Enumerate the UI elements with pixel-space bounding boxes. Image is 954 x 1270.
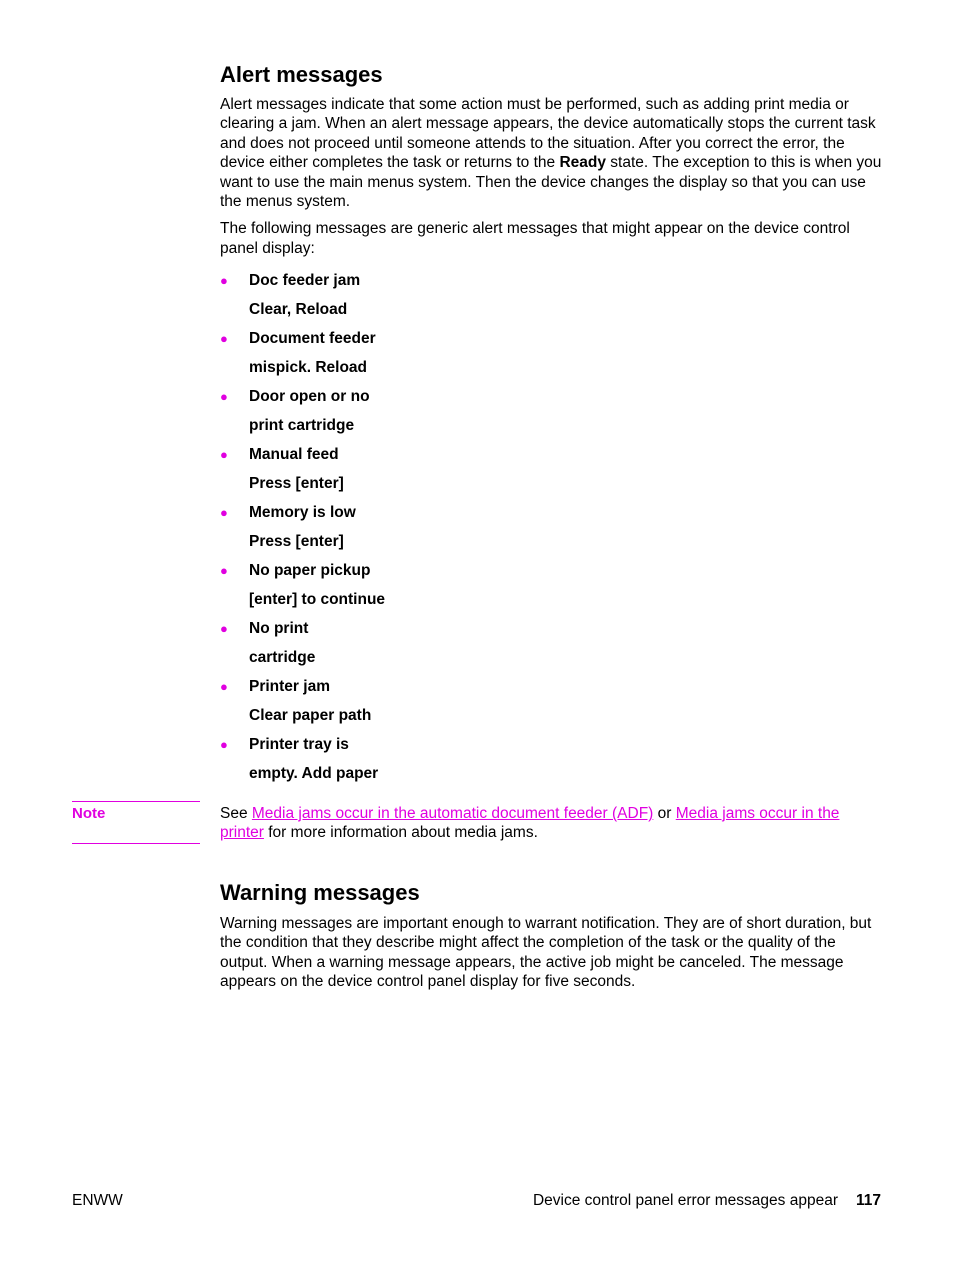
bullet-icon: ● — [220, 679, 228, 695]
list-item — [220, 730, 885, 788]
alert-intro-text-2: state. The exception to this is when you want to use the main menus system. Then the device changes the display so that you can use the menus system. — [220, 154, 882, 211]
note-bottom-rule — [72, 843, 200, 844]
alert-section — [220, 62, 885, 788]
adf-media-jams-link[interactable]: Media jams occur in the automatic document feeder (ADF) — [251, 805, 654, 822]
alert-message-line-2: empty. Add paper — [249, 765, 379, 783]
alert-message-line-1: No paper pickup — [249, 562, 371, 580]
alert-messages-heading: Alert messages — [220, 62, 383, 87]
list-item — [220, 556, 885, 614]
alert-message-line-2: Press [enter] — [249, 533, 344, 551]
alert-message-list — [220, 266, 885, 788]
note-text-between: or — [653, 805, 676, 822]
bullet-icon: ● — [220, 563, 228, 579]
alert-message-line-1: Printer tray is — [249, 736, 349, 754]
bullet-icon: ● — [220, 273, 228, 289]
bullet-icon: ● — [220, 737, 228, 753]
alert-message-line-1: Door open or no — [249, 388, 370, 406]
alert-message-line-1: No print — [249, 620, 309, 638]
note-top-rule — [72, 801, 200, 802]
bullet-icon: ● — [220, 447, 228, 463]
note-text-before: See — [220, 805, 252, 822]
alert-message-line-1: Document feeder — [249, 330, 376, 348]
alert-intro-paragraph — [220, 95, 885, 211]
alert-message-line-1: Manual feed — [249, 446, 339, 464]
list-item — [220, 382, 885, 440]
list-item — [220, 672, 885, 730]
alert-message-line-2: print cartridge — [249, 417, 355, 435]
ready-state-bold: Ready — [559, 154, 606, 172]
alert-message-line-2: mispick. Reload — [249, 359, 368, 377]
alert-message-line-2: cartridge — [249, 649, 316, 667]
warning-messages-heading: Warning messages — [220, 880, 420, 905]
list-item — [220, 614, 885, 672]
list-item — [220, 266, 885, 324]
alert-message-line-1: Memory is low — [249, 504, 356, 522]
warning-section — [220, 880, 885, 992]
list-item — [220, 324, 885, 382]
note-text — [220, 804, 885, 843]
list-item — [220, 498, 885, 556]
bullet-icon: ● — [220, 389, 228, 405]
bullet-icon: ● — [220, 505, 228, 521]
footer-enww: ENWW — [72, 1192, 123, 1209]
alert-message-line-1: Printer jam — [249, 678, 330, 696]
alert-list-intro-paragraph: The following messages are generic alert messages that might appear on the device control panel display: — [220, 220, 850, 257]
footer-chapter-info — [533, 1192, 881, 1210]
footer-chapter-title: Device control panel error messages appear — [532, 1192, 838, 1209]
alert-intro-text-1: Alert messages indicate that some action must be performed, such as adding print media or clearing a jam. When an alert message appears, the device automatically stops the current task and does not proceed until someone attends to the situation. After you correct the error, the device either completes the task or returns to the — [220, 96, 876, 172]
note-label: Note — [72, 805, 106, 822]
list-item — [220, 440, 885, 498]
page-number: 117 — [855, 1192, 881, 1209]
alert-message-line-1: Doc feeder jam — [249, 272, 361, 290]
printer-media-jams-link[interactable]: Media jams occur in the printer — [220, 805, 840, 842]
alert-message-line-2: Clear, Reload — [249, 301, 348, 319]
bullet-icon: ● — [220, 331, 228, 347]
alert-message-line-2: Press [enter] — [249, 475, 344, 493]
note-text-after: for more information about media jams. — [263, 824, 538, 842]
alert-message-line-2: [enter] to continue — [249, 591, 386, 609]
warning-paragraph: Warning messages are important enough to warrant notification. They are of short duration, but the condition that they describe might affect the completion of the task or the quality of the output. When a warning message appears, the active job might be canceled. The message appears on the device control panel display for five seconds. — [220, 915, 872, 991]
alert-message-line-2: Clear paper path — [249, 707, 372, 725]
bullet-icon: ● — [220, 621, 228, 637]
